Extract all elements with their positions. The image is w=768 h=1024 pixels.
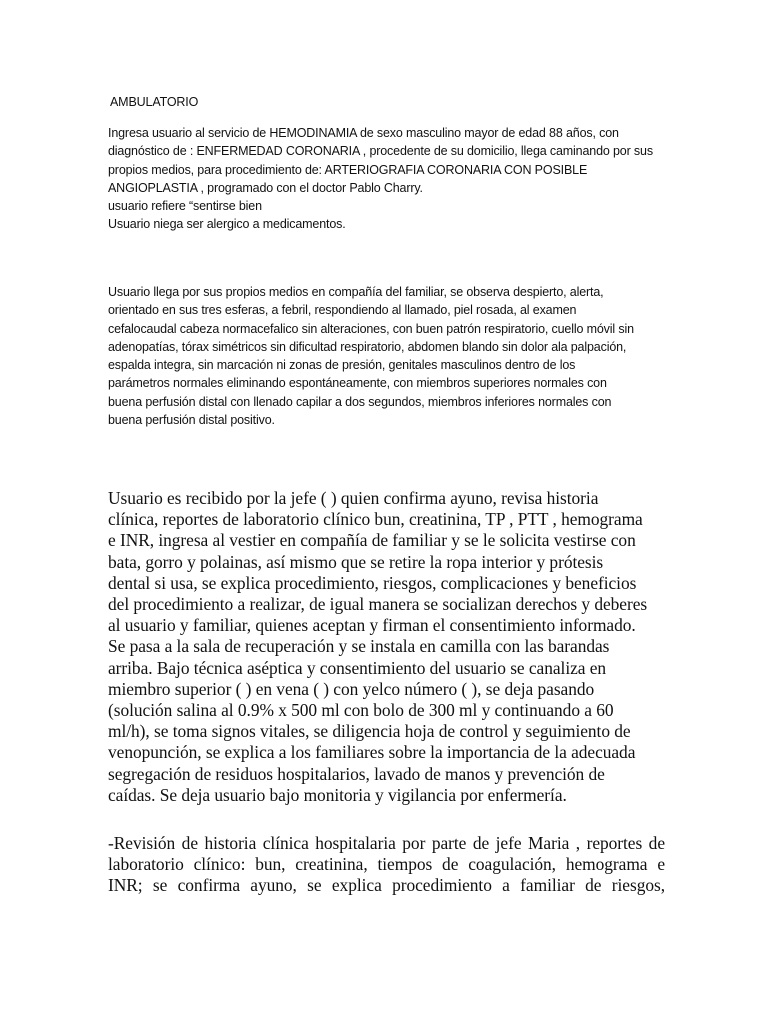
review-line: laboratorio clínico: bun, creatinina, tiempos de coagulación, hemograma e <box>108 854 665 875</box>
review-line: -Revisión de historia clínica hospitalaria por parte de jefe Maria , reportes de <box>108 833 665 853</box>
reception-line: arriba. Bajo técnica aséptica y consentimiento del usuario se canaliza en <box>108 657 607 678</box>
admission-line: ANGIOPLASTIA , programado con el doctor Pablo Charry. <box>108 180 423 195</box>
exam-line: cefalocaudal cabeza normacefalico sin alteraciones, con buen patrón respiratorio, cuello móvil sin <box>108 321 634 336</box>
review-line: INR; se confirma ayuno, se explica procedimiento a familiar de riesgos, <box>108 875 665 896</box>
exam-line: buena perfusión distal positivo. <box>108 413 275 428</box>
reception-line: miembro superior ( ) en vena ( ) con yelco número ( ), se deja pasando <box>108 678 595 699</box>
exam-line: Usuario llega por sus propios medios en compañía del familiar, se observa despierto, alerta, <box>108 285 604 299</box>
admission-line: Ingresa usuario al servicio de HEMODINAMIA de sexo masculino mayor de edad 88 años, con <box>108 126 619 140</box>
admission-line: diagnóstico de : ENFERMEDAD CORONARIA , procedente de su domicilio, llega caminando por sus <box>108 144 653 159</box>
reception-line: ml/h), se toma signos vitales, se diligencia hoja de control y seguimiento de <box>108 721 631 742</box>
reception-line: caídas. Se deja usuario bajo monitoria y vigilancia por enfermería. <box>108 784 567 805</box>
reception-line: Usuario es recibido por la jefe ( ) quien confirma ayuno, revisa historia <box>108 488 599 508</box>
exam-line: parámetros normales eliminando espontáneamente, con miembros superiores normales con <box>108 376 607 391</box>
document-title: AMBULATORIO <box>110 95 199 109</box>
reception-line: (solución salina al 0.9% x 500 ml con bolo de 300 ml y continuando a 60 <box>108 700 614 721</box>
reception-line: venopunción, se explica a los familiares sobre la importancia de la adecuada <box>108 742 636 763</box>
exam-line: espalda integra, sin marcación ni zonas de presión, genitales masculinos dentro de los <box>108 358 576 373</box>
reception-line: Se pasa a la sala de recuperación y se instala en camilla con las barandas <box>108 636 610 657</box>
reception-line: del procedimiento a realizar, de igual manera se socializan derechos y deberes <box>108 594 648 615</box>
reception-line: e INR, ingresa al vestier en compañía de familiar y se le solicita vestirse con <box>108 530 636 551</box>
reception-line: al usuario y familiar, quienes aceptan y firman el consentimiento informado. <box>108 615 636 636</box>
reception-line: clínica, reportes de laboratorio clínico bun, creatinina, TP , PTT , hemograma <box>108 509 643 530</box>
physical-exam-paragraph <box>108 283 668 429</box>
exam-line: orientado en sus tres esferas, a febril, respondiendo al llamado, piel rosada, al examen <box>108 303 577 318</box>
reception-line: dental si usa, se explica procedimiento, riesgos, complicaciones y beneficios <box>108 572 637 593</box>
exam-line: buena perfusión distal con llenado capilar a dos segundos, miembros inferiores normales con <box>108 394 612 409</box>
reception-paragraph <box>108 488 668 806</box>
reception-line: bata, gorro y polainas, así mismo que se retire la ropa interior y prótesis <box>108 551 604 572</box>
clinical-review-paragraph <box>108 833 665 897</box>
admission-paragraph <box>108 124 668 234</box>
reception-line: segregación de residuos hospitalarios, lavado de manos y prevención de <box>108 763 605 784</box>
admission-line: propios medios, para procedimiento de: ARTERIOGRAFIA CORONARIA CON POSIBLE <box>108 162 588 177</box>
admission-line: usuario refiere “sentirse bien <box>108 199 262 214</box>
exam-line: adenopatías, tórax simétricos sin dificultad respiratorio, abdomen blando sin dolor ala palpación, <box>108 339 627 354</box>
admission-line: Usuario niega ser alergico a medicamentos. <box>108 217 346 232</box>
